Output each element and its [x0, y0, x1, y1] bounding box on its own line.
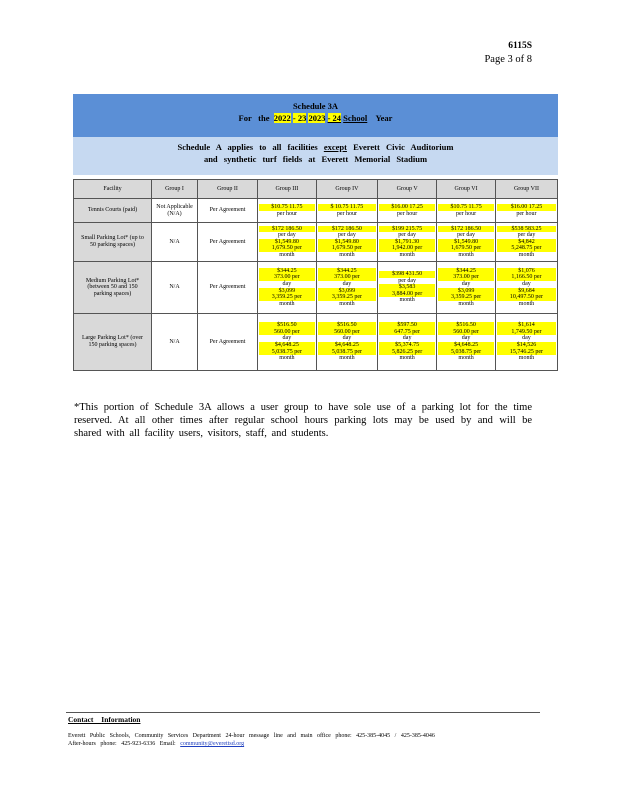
rate-cell-group-4: [316, 199, 377, 223]
rate-line: month: [458, 300, 474, 307]
rate-line: $4,842: [497, 239, 556, 246]
rate-cell-group-7: [495, 223, 557, 262]
rate-line: $516.50: [438, 322, 494, 329]
rate-cell-group-3: [258, 262, 317, 314]
rate-line: $14,526: [497, 342, 556, 349]
for-word: For: [238, 113, 252, 123]
rate-line: $3,099: [259, 288, 315, 295]
rate-line: per hour: [455, 210, 477, 217]
banner-scope-block: [73, 137, 558, 175]
rate-cell-group-5: [378, 199, 437, 223]
contact-line-1: Everett Public Schools, Community Services Department 24-hour message line and main office phone: 425-385-4045 / 425-385-4046: [68, 733, 435, 739]
rate-line: 15,746.25 per: [497, 349, 556, 356]
facility-cell: Small Parking Lot* (up to 50 parking spaces): [74, 223, 152, 262]
rate-line: $16.00 17.25: [379, 204, 435, 211]
rate-line: per day: [398, 232, 417, 239]
facility-cell: Large Parking Lot* (over 150 parking spaces): [74, 314, 152, 371]
footer-divider: [66, 712, 540, 713]
rate-line: 1,679.50 per: [259, 245, 315, 252]
scope-line-2: and synthetic turf fields at Everett Memorial Stadium: [203, 154, 428, 164]
banner-title-block: [73, 94, 558, 137]
rate-cell-group-5: [378, 262, 437, 314]
rate-line: per hour: [336, 210, 357, 217]
contact-title: Contact Information: [68, 715, 141, 724]
rate-line: $1,549.80: [259, 239, 315, 246]
rate-line: per day: [398, 277, 417, 284]
after-hours-text: After-hours phone: 425-923-6336 Email:: [68, 741, 176, 747]
rate-line: $10.75 11.75: [259, 204, 315, 211]
rate-line: month: [458, 251, 474, 258]
rate-line: month: [339, 251, 355, 258]
table-row: [74, 223, 558, 262]
rate-line: $1,791.30: [379, 239, 435, 246]
year-new-suffix: - 24: [327, 113, 342, 123]
group-2-cell: Per Agreement: [198, 223, 258, 262]
rate-line: month: [279, 300, 295, 307]
rate-cell-group-3: [258, 314, 317, 371]
rate-line: $597.50: [379, 322, 435, 329]
group-2-cell: Per Agreement: [198, 262, 258, 314]
rate-line: $344.25: [259, 268, 315, 275]
rate-cell-group-6: [437, 262, 496, 314]
year-word: Year: [375, 113, 393, 123]
rate-cell-group-6: [437, 314, 496, 371]
rate-line: month: [518, 355, 535, 362]
rate-cell-group-4: [316, 314, 377, 371]
rate-line: $4,648.25: [259, 342, 315, 349]
rate-line: $1,549.80: [318, 239, 376, 246]
rate-line: day: [461, 280, 471, 287]
contact-line-2: [68, 740, 244, 748]
rate-line: 373.00 per: [438, 274, 494, 281]
rate-line: $1,076: [497, 268, 556, 275]
rate-line: $398 431.50: [379, 271, 435, 278]
rate-cell-group-4: [316, 262, 377, 314]
rate-line: per hour: [516, 210, 537, 217]
rate-line: 373.00 per: [259, 274, 315, 281]
rate-line: per day: [457, 232, 475, 239]
rate-line: day: [522, 335, 531, 342]
page-number: Page 3 of 8: [484, 54, 532, 65]
rate-line: $4,648.25: [318, 342, 376, 349]
rate-line: $16.00 17.25: [497, 204, 556, 211]
rate-line: month: [518, 300, 535, 307]
rate-line: $5,374.75: [379, 342, 435, 349]
rate-line: 1,679.50 per: [318, 245, 376, 252]
rate-line: 3,359.25 per: [438, 294, 494, 301]
header-group-3: Group III: [258, 180, 317, 199]
scope-text-a: Schedule A applies to all facilities: [177, 142, 318, 152]
rate-line: $172 186.50: [318, 226, 376, 233]
page-header: [484, 40, 532, 66]
rate-line: 647.75 per: [379, 329, 435, 336]
facility-cell: Medium Parking Lot* (between 50 and 150 parking spaces): [74, 262, 152, 314]
group-2-cell: Per Agreement: [198, 314, 258, 371]
rate-cell-group-5: [378, 314, 437, 371]
group-1-cell: N/A: [152, 223, 198, 262]
rate-line: month: [339, 300, 355, 307]
rate-line: $3,099: [318, 288, 376, 295]
rate-line: 1,942.00 per: [379, 245, 435, 252]
rate-line: day: [282, 335, 292, 342]
rate-line: 5,248.75 per: [497, 245, 556, 252]
policy-code: 6115S: [508, 41, 532, 51]
scope-line-1: [73, 141, 558, 153]
year-start-suffix: - 23: [292, 113, 307, 123]
rate-line: per day: [277, 232, 296, 239]
rate-line: $3,583: [379, 284, 435, 291]
rate-cell-group-7: [495, 262, 557, 314]
rate-line: $9,684: [497, 288, 556, 295]
rate-line: 560.00 per: [259, 329, 315, 336]
rate-cell-group-5: [378, 223, 437, 262]
header-facility: Facility: [74, 180, 152, 199]
rate-line: 5,038.75 per: [318, 349, 376, 356]
rate-line: $3,099: [438, 288, 494, 295]
rate-cell-group-6: [437, 199, 496, 223]
except-word: except: [323, 142, 347, 152]
header-group-1: Group I: [152, 180, 198, 199]
rate-line: 560.00 per: [318, 329, 376, 336]
rate-line: month: [458, 355, 474, 362]
rate-line: 10,497.50 per: [497, 294, 556, 301]
rate-line: 560.00 per: [438, 329, 494, 336]
rate-line: day: [342, 335, 352, 342]
rate-cell-group-3: [258, 223, 317, 262]
schedule-title: Schedule 3A: [292, 101, 339, 111]
school-word: School: [343, 113, 368, 123]
rate-line: 1,749.50 per: [497, 329, 556, 336]
rate-line: 373.00 per: [318, 274, 376, 281]
rate-line: per day: [517, 232, 536, 239]
rate-line: month: [279, 355, 295, 362]
group-1-cell: Not Applicable (N/A): [152, 199, 198, 223]
facility-cell: Tennis Courts (paid): [74, 199, 152, 223]
rate-line: day: [461, 335, 471, 342]
rate-line: 3,359.25 per: [259, 294, 315, 301]
rate-cell-group-6: [437, 223, 496, 262]
rate-line: $516.50: [259, 322, 315, 329]
rate-line: month: [399, 355, 415, 362]
rate-cell-group-7: [495, 199, 557, 223]
table-header-row: [74, 180, 558, 199]
rate-line: 5,826.25 per: [379, 349, 435, 356]
rate-line: $172 186.50: [438, 226, 494, 233]
schedule-banner: [73, 94, 558, 175]
rate-line: $538 583.25: [497, 226, 556, 233]
header-group-5: Group V: [378, 180, 437, 199]
rate-cell-group-7: [495, 314, 557, 371]
rate-line: day: [402, 335, 412, 342]
scope-text-b: Everett Civic Auditorium: [353, 142, 454, 152]
header-group-4: Group IV: [316, 180, 377, 199]
school-year-line: [73, 112, 558, 124]
rate-line: $344.25: [318, 268, 376, 275]
email-link[interactable]: community@everettsd.org: [180, 741, 245, 747]
rate-line: $172 186.50: [259, 226, 315, 233]
rate-line: $4,648.25: [438, 342, 494, 349]
rate-line: $344.25: [438, 268, 494, 275]
rate-line: $516.50: [318, 322, 376, 329]
table-row: [74, 262, 558, 314]
rate-cell-group-4: [316, 223, 377, 262]
rate-line: per hour: [397, 210, 418, 217]
group-1-cell: N/A: [152, 262, 198, 314]
rate-line: 1,166.50 per: [497, 274, 556, 281]
rate-cell-group-3: [258, 199, 317, 223]
header-group-2: Group II: [198, 180, 258, 199]
table-row: [74, 199, 558, 223]
rate-line: day: [522, 280, 531, 287]
rate-line: month: [399, 251, 415, 258]
rate-line: 3,359.25 per: [318, 294, 376, 301]
rate-line: $1,614: [497, 322, 556, 329]
footnote: *This portion of Schedule 3A allows a user group to have sole use of a parking lot for the time reserved. At all other times after regular school hours parking lots may be used by and will be shared with all facility users, visitors, staff, and students.: [74, 402, 532, 440]
rates-table: [73, 179, 558, 371]
rate-line: per day: [338, 232, 356, 239]
group-1-cell: N/A: [152, 314, 198, 371]
rate-line: month: [399, 297, 415, 304]
rate-line: per hour: [276, 210, 297, 217]
rate-line: 1,679.50 per: [438, 245, 494, 252]
rate-line: $199 215.75: [379, 226, 435, 233]
group-2-cell: Per Agreement: [198, 199, 258, 223]
year-start: 2022: [273, 113, 291, 123]
header-group-7: Group VII: [495, 180, 557, 199]
table-row: [74, 314, 558, 371]
rate-line: $1,549.80: [438, 239, 494, 246]
rate-line: day: [342, 280, 352, 287]
the-word: the: [258, 113, 270, 123]
rate-line: 3,884.00 per: [379, 291, 435, 298]
rate-line: 5,038.75 per: [259, 349, 315, 356]
rate-line: $10.75 11.75: [438, 204, 494, 211]
header-group-6: Group VI: [437, 180, 496, 199]
rate-line: day: [282, 280, 292, 287]
rate-line: month: [339, 355, 355, 362]
rate-line: month: [518, 251, 535, 258]
rate-line: month: [279, 251, 295, 258]
rate-line: $ 10.75 11.75: [318, 204, 376, 211]
rate-line: 5,038.75 per: [438, 349, 494, 356]
year-new: 2023: [308, 113, 326, 123]
